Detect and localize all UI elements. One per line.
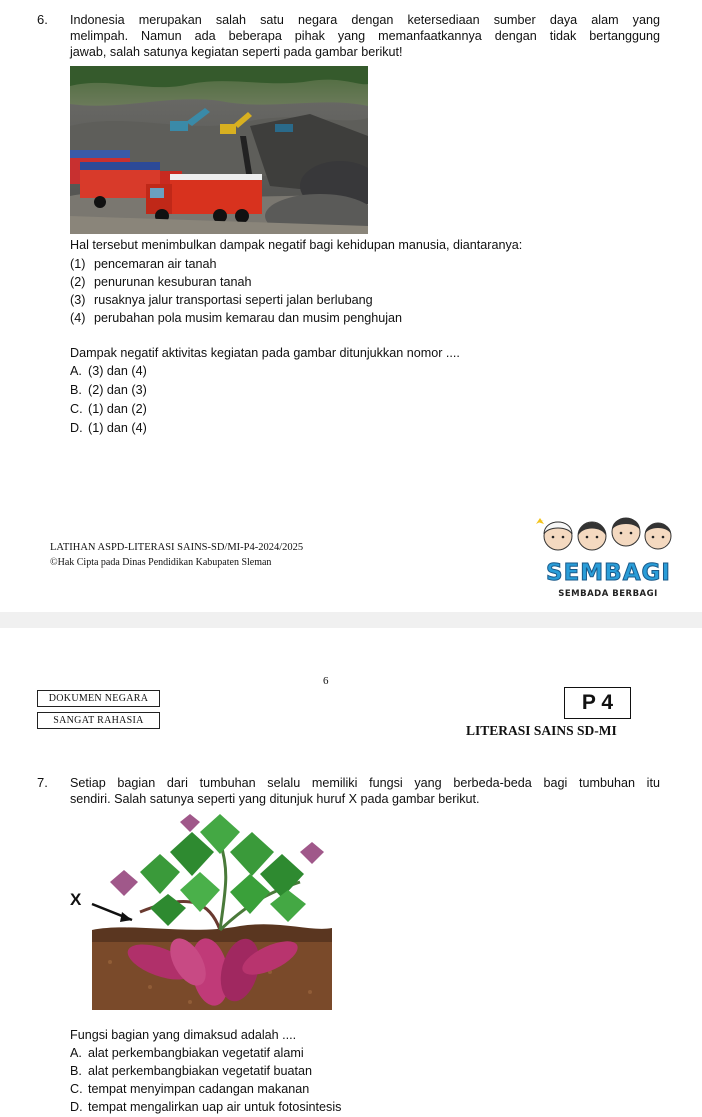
item-text: rusaknya jalur transportasi seperti jalan berlubang xyxy=(94,293,373,307)
sembagi-logo xyxy=(528,510,688,606)
question-7-line-1: Setiap bagian dari tumbuhan selalu memiliki fungsi yang berbeda-beda bagi tumbuhan itu xyxy=(70,776,660,790)
label-dokumen-negara: DOKUMEN NEGARA xyxy=(37,690,160,707)
option-b[interactable] xyxy=(70,382,147,401)
list-item xyxy=(70,256,402,274)
option-c[interactable] xyxy=(70,1081,341,1099)
mining-photo xyxy=(70,66,368,234)
sweet-potato-plant-image xyxy=(70,812,332,1012)
item-text: penurunan kesuburan tanah xyxy=(94,275,252,289)
question-6-prompt: Dampak negatif aktivitas kegiatan pada gambar ditunjukkan nomor .... xyxy=(70,346,460,360)
option-letter: D. xyxy=(70,421,83,435)
option-letter: A. xyxy=(70,1046,82,1060)
option-a[interactable] xyxy=(70,1045,341,1063)
mining-scene-illustration xyxy=(70,66,368,234)
marker-x-label: X xyxy=(70,890,82,909)
question-6-line-1: Indonesia merupakan salah satu negara dengan ketersediaan sumber daya alam yang xyxy=(70,13,660,27)
page-number: 6 xyxy=(323,675,329,687)
option-text: tempat menyimpan cadangan makanan xyxy=(88,1082,310,1096)
list-item xyxy=(70,292,402,310)
question-6-options xyxy=(70,363,147,439)
item-number: (2) xyxy=(70,275,86,289)
footer-copyright: ©Hak Cipta pada Dinas Pendidikan Kabupaten Sleman xyxy=(50,557,272,568)
option-c[interactable] xyxy=(70,401,147,420)
logo-tagline: SEMBADA BERBAGI xyxy=(558,589,658,599)
option-text: alat perkembangbiakan vegetatif alami xyxy=(88,1046,304,1060)
option-d[interactable] xyxy=(70,1099,341,1117)
footer-title: LATIHAN ASPD-LITERASI SAINS-SD/MI-P4-2024/2025 xyxy=(50,542,304,553)
logo-wordmark: SEMBAGI xyxy=(546,560,671,586)
question-6-line-2: melimpah. Namun ada beberapa pihak yang memanfaatkannya dengan tidak bertanggung xyxy=(70,29,660,43)
question-6-number: 6. xyxy=(37,12,48,27)
option-letter: C. xyxy=(70,402,83,416)
sweet-potato-plant-illustration xyxy=(70,812,332,1012)
question-6-stem xyxy=(70,12,660,60)
option-letter: D. xyxy=(70,1100,83,1114)
list-item xyxy=(70,310,402,328)
page-separator xyxy=(0,612,702,628)
option-letter: A. xyxy=(70,364,82,378)
item-number: (4) xyxy=(70,311,86,325)
item-text: pencemaran air tanah xyxy=(94,257,217,271)
option-text: (3) dan (4) xyxy=(88,364,147,378)
option-a[interactable] xyxy=(70,363,147,382)
option-text: alat perkembangbiakan vegetatif buatan xyxy=(88,1064,313,1078)
list-item xyxy=(70,274,402,292)
question-7-options xyxy=(70,1045,341,1117)
leaf-cluster xyxy=(110,814,324,926)
option-b[interactable] xyxy=(70,1063,341,1081)
option-text: (2) dan (3) xyxy=(88,383,147,397)
option-d[interactable] xyxy=(70,420,147,439)
question-6-line-3: jawab, salah satunya kegiatan seperti pada gambar berikut! xyxy=(70,45,403,59)
option-letter: C. xyxy=(70,1082,83,1096)
question-7-line-2: sendiri. Salah satunya seperti yang ditunjuk huruf X pada gambar berikut. xyxy=(70,792,480,806)
item-text: perubahan pola musim kemarau dan musim penghujan xyxy=(94,311,403,325)
question-7-stem xyxy=(70,775,660,807)
question-6-intro: Hal tersebut menimbulkan dampak negatif bagi kehidupan manusia, diantaranya: xyxy=(70,238,523,252)
item-number: (1) xyxy=(70,257,86,271)
option-text: (1) dan (2) xyxy=(88,402,147,416)
package-code-box: P 4 xyxy=(564,687,631,719)
option-letter: B. xyxy=(70,383,82,397)
question-7-prompt: Fungsi bagian yang dimaksud adalah .... xyxy=(70,1028,297,1042)
label-sangat-rahasia: SANGAT RAHASIA xyxy=(37,712,160,729)
impact-list xyxy=(70,256,402,328)
question-7-number: 7. xyxy=(37,775,48,790)
item-number: (3) xyxy=(70,293,86,307)
option-letter: B. xyxy=(70,1064,82,1078)
option-text: (1) dan (4) xyxy=(88,421,147,435)
option-text: tempat mengalirkan uap air untuk fotosintesis xyxy=(88,1100,342,1114)
subject-title: LITERASI SAINS SD-MI xyxy=(466,723,617,738)
